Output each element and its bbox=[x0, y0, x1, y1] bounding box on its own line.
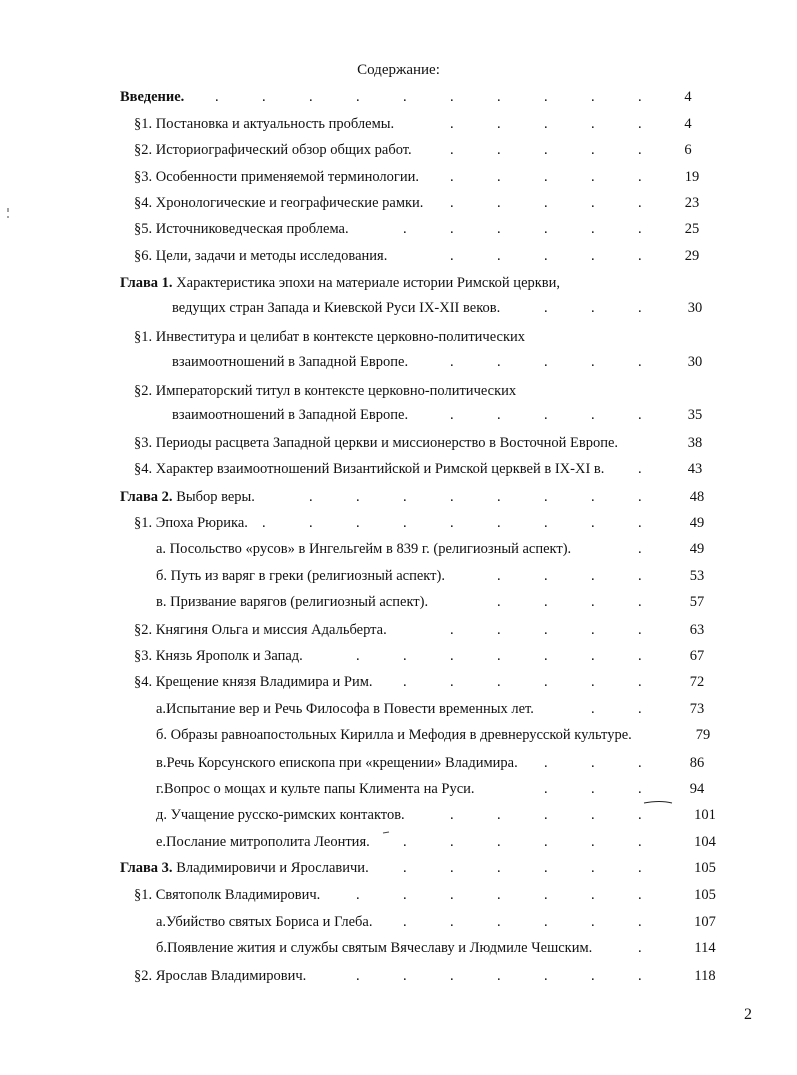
leader-dot: . bbox=[544, 354, 548, 370]
entry-text: е.Послание митрополита Леонтия. bbox=[156, 834, 370, 850]
leader-dot: . bbox=[450, 489, 454, 505]
leader-dot: . bbox=[403, 860, 407, 876]
leader-dot: . bbox=[497, 515, 501, 531]
leader-dot: . bbox=[450, 807, 454, 823]
leader-dot: . bbox=[497, 887, 501, 903]
leader-dot: . bbox=[638, 354, 642, 370]
chapter-label: Глава 3. bbox=[120, 860, 173, 876]
leader-dot: . bbox=[544, 968, 548, 984]
toc-entry bbox=[0, 245, 797, 267]
entry-text: §1. Святополк Владимирович. bbox=[134, 887, 321, 903]
entry-text: а. Посольство «русов» в Ингельгейм в 839 г. (религиозный аспект). bbox=[156, 541, 572, 557]
toc-entry bbox=[0, 166, 797, 188]
toc-entry bbox=[0, 698, 797, 720]
leader-dot: . bbox=[450, 968, 454, 984]
leader-dot: . bbox=[638, 887, 642, 903]
toc-page-number: 105 bbox=[694, 860, 716, 876]
entry-text: в. Призвание варягов (религиозный аспект). bbox=[156, 594, 429, 610]
leader-dot: . bbox=[638, 807, 642, 823]
toc-entry-title bbox=[120, 857, 369, 879]
toc-entry-title bbox=[172, 351, 408, 373]
entry-text: б. Путь из варяг в греки (религиозный аспект). bbox=[156, 568, 445, 584]
page-number: 2 bbox=[744, 1006, 752, 1023]
toc-entry-title bbox=[134, 965, 306, 987]
toc-entry-title bbox=[134, 432, 618, 454]
toc-entry bbox=[0, 297, 797, 319]
leader-dot: . bbox=[403, 914, 407, 930]
toc-entry-title bbox=[172, 404, 408, 426]
entry-text: §2. Историографический обзор общих работ. bbox=[134, 142, 412, 158]
leader-dot: . bbox=[544, 594, 548, 610]
leader-dot: . bbox=[638, 674, 642, 690]
toc-entry-title bbox=[134, 113, 394, 135]
leader-dot: . bbox=[497, 674, 501, 690]
leader-dot: . bbox=[309, 489, 313, 505]
toc-entry-title bbox=[156, 565, 445, 587]
toc-entry-title bbox=[134, 245, 387, 267]
leader-dot: . bbox=[544, 89, 548, 105]
leader-dot: . bbox=[591, 489, 595, 505]
leader-dot: . bbox=[450, 116, 454, 132]
leader-dot: . bbox=[638, 515, 642, 531]
leader-dot: . bbox=[591, 568, 595, 584]
leader-dot: . bbox=[450, 407, 454, 423]
entry-text: а.Испытание вер и Речь Философа в Повести временных лет. bbox=[156, 701, 534, 717]
entry-text: а.Убийство святых Бориса и Глеба. bbox=[156, 914, 373, 930]
entry-text: §4. Характер взаимоотношений Византийской и Римской церквей в IX-XI в. bbox=[134, 461, 605, 477]
toc-page-number: 101 bbox=[694, 807, 716, 823]
toc-entry bbox=[0, 512, 797, 534]
leader-dot: . bbox=[262, 515, 266, 531]
leader-dot: . bbox=[591, 195, 595, 211]
leader-dot: . bbox=[544, 914, 548, 930]
toc-entry bbox=[0, 857, 797, 879]
leader-dot: . bbox=[497, 248, 501, 264]
toc-page-number: 72 bbox=[689, 674, 705, 690]
leader-dot: . bbox=[638, 489, 642, 505]
toc-entry bbox=[0, 458, 797, 480]
toc-page-number: 107 bbox=[694, 914, 716, 930]
leader-dot: . bbox=[591, 354, 595, 370]
toc-page-number: 30 bbox=[687, 354, 703, 370]
leader-dot: . bbox=[591, 622, 595, 638]
toc-entry bbox=[0, 380, 797, 402]
toc-entry-title bbox=[134, 884, 320, 906]
leader-dot: . bbox=[638, 248, 642, 264]
leader-dot: . bbox=[638, 169, 642, 185]
toc-entry bbox=[0, 272, 797, 294]
entry-text: г.Вопрос о мощах и культе папы Климента на Руси. bbox=[156, 781, 475, 797]
leader-dot: . bbox=[450, 674, 454, 690]
leader-dot: . bbox=[497, 914, 501, 930]
entry-text: б. Образы равноапостольных Кирилла и Мефодия в древнерусской культуре. bbox=[156, 727, 632, 743]
toc-page-number: 4 bbox=[684, 116, 692, 132]
leader-dot: . bbox=[591, 807, 595, 823]
chapter-label: Глава 1. bbox=[120, 275, 173, 291]
entry-text: §1. Эпоха Рюрика. bbox=[134, 515, 248, 531]
leader-dot: . bbox=[638, 648, 642, 664]
leader-dot: . bbox=[450, 887, 454, 903]
toc-page-number: 57 bbox=[689, 594, 705, 610]
leader-dot: . bbox=[497, 195, 501, 211]
toc-entry-title bbox=[156, 538, 571, 560]
leader-dot: . bbox=[403, 887, 407, 903]
toc-entry-title bbox=[156, 911, 372, 933]
toc-entry bbox=[0, 937, 797, 959]
toc-entry bbox=[0, 86, 797, 108]
toc-entry bbox=[0, 404, 797, 426]
leader-dot: . bbox=[450, 354, 454, 370]
leader-dot: . bbox=[450, 195, 454, 211]
toc-entry-title bbox=[134, 218, 349, 240]
page-title: Содержание: bbox=[357, 62, 440, 78]
leader-dot: . bbox=[450, 860, 454, 876]
leader-dot: . bbox=[356, 515, 360, 531]
entry-text: ведущих стран Запада и Киевской Руси IX-XII веков. bbox=[172, 300, 501, 316]
toc-page-number: 79 bbox=[695, 727, 711, 743]
entry-text: взаимоотношений в Западной Европе. bbox=[172, 354, 409, 370]
toc-entry-title bbox=[156, 698, 534, 720]
leader-dot: . bbox=[638, 89, 642, 105]
leader-dot: . bbox=[309, 515, 313, 531]
toc-entry bbox=[0, 804, 797, 826]
underline-mark bbox=[644, 802, 672, 804]
entry-text: Характеристика эпохи на материале истории Римской церкви, bbox=[172, 275, 561, 291]
leader-dot: . bbox=[544, 407, 548, 423]
leader-dot: . bbox=[544, 300, 548, 316]
toc-page-number: 30 bbox=[687, 300, 703, 316]
toc-entry-title bbox=[134, 192, 423, 214]
entry-text: §4. Крещение князя Владимира и Рим. bbox=[134, 674, 373, 690]
chapter-label: Введение. bbox=[120, 89, 185, 105]
entry-text: б.Появление жития и службы святым Вячеславу и Людмиле Чешским. bbox=[156, 940, 593, 956]
toc-page-number: 53 bbox=[689, 568, 705, 584]
toc-page-number: 48 bbox=[689, 489, 705, 505]
leader-dot: . bbox=[591, 834, 595, 850]
entry-text: §2. Ярослав Владимирович. bbox=[134, 968, 307, 984]
toc-page-number: 94 bbox=[689, 781, 705, 797]
toc-page-number: 63 bbox=[689, 622, 705, 638]
toc-entry-title bbox=[120, 272, 560, 294]
toc-page-number: 25 bbox=[684, 221, 700, 237]
leader-dot: . bbox=[497, 354, 501, 370]
toc-page-number: 86 bbox=[689, 755, 705, 771]
entry-text: §3. Князь Ярополк и Запад. bbox=[134, 648, 303, 664]
leader-dot: . bbox=[544, 648, 548, 664]
toc-page-number: 38 bbox=[687, 435, 703, 451]
toc-entry bbox=[0, 565, 797, 587]
leader-dot: . bbox=[638, 116, 642, 132]
leader-dot: . bbox=[497, 221, 501, 237]
leader-dot: . bbox=[638, 541, 642, 557]
leader-dot: . bbox=[544, 887, 548, 903]
leader-dot: . bbox=[544, 248, 548, 264]
toc-page-number: 118 bbox=[694, 968, 716, 984]
entry-text: Владимировичи и Ярославичи. bbox=[172, 860, 369, 876]
leader-dot: . bbox=[497, 568, 501, 584]
toc-page-number: 35 bbox=[687, 407, 703, 423]
leader-dot: . bbox=[638, 834, 642, 850]
toc-entry-title bbox=[134, 326, 525, 348]
leader-dot: . bbox=[591, 781, 595, 797]
leader-dot: . bbox=[544, 568, 548, 584]
leader-dot: . bbox=[591, 248, 595, 264]
entry-text: §1. Постановка и актуальность проблемы. bbox=[134, 116, 395, 132]
leader-dot: . bbox=[497, 807, 501, 823]
leader-dot: . bbox=[638, 195, 642, 211]
toc-entry bbox=[0, 671, 797, 693]
leader-dot: . bbox=[638, 781, 642, 797]
toc-page-number: 4 bbox=[684, 89, 692, 105]
leader-dot: . bbox=[544, 142, 548, 158]
entry-text: §2. Княгиня Ольга и миссия Адальберта. bbox=[134, 622, 387, 638]
entry-text: §5. Источниковедческая проблема. bbox=[134, 221, 349, 237]
leader-dot: . bbox=[497, 860, 501, 876]
toc-page-number: 49 bbox=[689, 515, 705, 531]
leader-dot: . bbox=[591, 860, 595, 876]
leader-dot: . bbox=[591, 89, 595, 105]
leader-dot: . bbox=[403, 968, 407, 984]
toc-entry-title bbox=[134, 645, 303, 667]
leader-dot: . bbox=[544, 221, 548, 237]
entry-text: §2. Императорский титул в контексте церковно-политических bbox=[134, 383, 517, 399]
leader-dot: . bbox=[544, 169, 548, 185]
leader-dot: . bbox=[497, 834, 501, 850]
toc-entry bbox=[0, 326, 797, 348]
toc-entry bbox=[0, 486, 797, 508]
toc-entry bbox=[0, 911, 797, 933]
leader-dot: . bbox=[591, 887, 595, 903]
leader-dot: . bbox=[544, 755, 548, 771]
leader-dot: . bbox=[450, 221, 454, 237]
leader-dot: . bbox=[591, 515, 595, 531]
toc-page-number: 114 bbox=[694, 940, 716, 956]
toc-entry-title bbox=[156, 778, 475, 800]
toc-entry-title bbox=[120, 86, 184, 108]
toc-entry-title bbox=[156, 591, 428, 613]
leader-dot: . bbox=[638, 622, 642, 638]
entry-text: взаимоотношений в Западной Европе. bbox=[172, 407, 409, 423]
toc-entry bbox=[0, 724, 797, 746]
toc-page-number: 29 bbox=[684, 248, 700, 264]
leader-dot: . bbox=[544, 807, 548, 823]
leader-dot: . bbox=[638, 594, 642, 610]
leader-dot: . bbox=[497, 489, 501, 505]
entry-text: §6. Цели, задачи и методы исследования. bbox=[134, 248, 388, 264]
leader-dot: . bbox=[544, 860, 548, 876]
toc-page-number: 43 bbox=[687, 461, 703, 477]
leader-dot: . bbox=[215, 89, 219, 105]
toc-entry bbox=[0, 139, 797, 161]
leader-dot: . bbox=[591, 221, 595, 237]
toc-entry bbox=[0, 218, 797, 240]
leader-dot: . bbox=[638, 701, 642, 717]
leader-dot: . bbox=[638, 860, 642, 876]
toc-entry bbox=[0, 538, 797, 560]
toc-entry bbox=[0, 965, 797, 987]
toc-entry-title bbox=[134, 619, 387, 641]
leader-dot: . bbox=[497, 169, 501, 185]
leader-dot: . bbox=[638, 461, 642, 477]
toc-page-number: 49 bbox=[689, 541, 705, 557]
toc-entry bbox=[0, 432, 797, 454]
toc-entry-title bbox=[156, 804, 405, 826]
toc-entry-title bbox=[134, 671, 373, 693]
leader-dot: . bbox=[450, 834, 454, 850]
leader-dot: . bbox=[356, 887, 360, 903]
leader-dot: . bbox=[591, 300, 595, 316]
toc-entry bbox=[0, 645, 797, 667]
entry-text: в.Речь Корсунского епископа при «крещении» Владимира. bbox=[156, 755, 518, 771]
toc-entry-title bbox=[134, 458, 604, 480]
leader-dot: . bbox=[403, 221, 407, 237]
toc-page-number: 105 bbox=[694, 887, 716, 903]
leader-dot: . bbox=[450, 169, 454, 185]
toc-entry-title bbox=[134, 380, 516, 402]
leader-dot: . bbox=[450, 914, 454, 930]
leader-dot: . bbox=[403, 834, 407, 850]
leader-dot: . bbox=[591, 169, 595, 185]
toc-entry-title bbox=[156, 724, 632, 746]
leader-dot: . bbox=[497, 622, 501, 638]
toc-entry-title bbox=[134, 139, 412, 161]
leader-dot: . bbox=[591, 407, 595, 423]
leader-dot: . bbox=[450, 622, 454, 638]
leader-dot: . bbox=[544, 116, 548, 132]
entry-text: Выбор веры. bbox=[172, 489, 255, 505]
leader-dot: . bbox=[591, 968, 595, 984]
leader-dot: . bbox=[497, 594, 501, 610]
leader-dot: . bbox=[403, 515, 407, 531]
leader-dot: . bbox=[309, 89, 313, 105]
leader-dot: . bbox=[591, 648, 595, 664]
toc-entry-title bbox=[156, 752, 518, 774]
leader-dot: . bbox=[497, 648, 501, 664]
leader-dot: . bbox=[591, 701, 595, 717]
entry-text: §3. Особенности применяемой терминологии. bbox=[134, 169, 420, 185]
toc-entry-title bbox=[156, 937, 592, 959]
leader-dot: . bbox=[544, 195, 548, 211]
toc-entry-title bbox=[172, 297, 500, 319]
leader-dot: . bbox=[403, 89, 407, 105]
leader-dot: . bbox=[403, 674, 407, 690]
leader-dot: . bbox=[356, 968, 360, 984]
leader-dot: . bbox=[591, 116, 595, 132]
leader-dot: . bbox=[497, 89, 501, 105]
entry-text: §1. Инвеститура и целибат в контексте церковно-политических bbox=[134, 329, 526, 345]
toc-entry bbox=[0, 192, 797, 214]
toc-entry-title bbox=[120, 486, 255, 508]
leader-dot: . bbox=[403, 648, 407, 664]
toc-entry bbox=[0, 619, 797, 641]
leader-dot: . bbox=[638, 407, 642, 423]
leader-dot: . bbox=[450, 142, 454, 158]
toc-page-number: 73 bbox=[689, 701, 705, 717]
leader-dot: . bbox=[638, 914, 642, 930]
leader-dot: . bbox=[544, 489, 548, 505]
leader-dot: . bbox=[638, 221, 642, 237]
leader-dot: . bbox=[403, 489, 407, 505]
leader-dot: . bbox=[356, 89, 360, 105]
leader-dot: . bbox=[544, 515, 548, 531]
leader-dot: . bbox=[638, 755, 642, 771]
leader-dot: . bbox=[497, 142, 501, 158]
leader-dot: . bbox=[544, 622, 548, 638]
leader-dot: . bbox=[638, 568, 642, 584]
entry-text: §3. Периоды расцвета Западной церкви и миссионерство в Восточной Европе. bbox=[134, 435, 619, 451]
toc-page-number: 104 bbox=[694, 834, 716, 850]
leader-dot: . bbox=[450, 89, 454, 105]
leader-dot: . bbox=[591, 914, 595, 930]
leader-dot: . bbox=[497, 968, 501, 984]
toc-entry bbox=[0, 752, 797, 774]
toc-entry bbox=[0, 884, 797, 906]
toc-page-number: 19 bbox=[684, 169, 700, 185]
leader-dot: . bbox=[638, 300, 642, 316]
leader-dot: . bbox=[591, 142, 595, 158]
toc-entry-title bbox=[134, 512, 248, 534]
toc-entry bbox=[0, 113, 797, 135]
leader-dot: . bbox=[262, 89, 266, 105]
toc-page-number: 6 bbox=[684, 142, 692, 158]
entry-text: §4. Хронологические и географические рамки. bbox=[134, 195, 424, 211]
leader-dot: . bbox=[638, 940, 642, 956]
leader-dot: . bbox=[356, 648, 360, 664]
leader-dot: . bbox=[450, 248, 454, 264]
leader-dot: . bbox=[544, 674, 548, 690]
leader-dot: . bbox=[450, 515, 454, 531]
leader-dot: . bbox=[591, 755, 595, 771]
leader-dot: . bbox=[497, 407, 501, 423]
toc-entry bbox=[0, 351, 797, 373]
toc-entry-title bbox=[134, 166, 419, 188]
toc-page-number: 23 bbox=[684, 195, 700, 211]
leader-dot: . bbox=[591, 594, 595, 610]
leader-dot: . bbox=[544, 834, 548, 850]
toc-entry bbox=[0, 591, 797, 613]
toc-entry-title bbox=[156, 831, 370, 853]
leader-dot: . bbox=[544, 781, 548, 797]
toc-page-number: 67 bbox=[689, 648, 705, 664]
leader-dot: . bbox=[638, 968, 642, 984]
chapter-label: Глава 2. bbox=[120, 489, 173, 505]
toc-entry bbox=[0, 778, 797, 800]
leader-dot: . bbox=[591, 674, 595, 690]
leader-dot: . bbox=[638, 142, 642, 158]
leader-dot: . bbox=[497, 116, 501, 132]
leader-dot: . bbox=[356, 489, 360, 505]
toc-entry bbox=[0, 831, 797, 853]
entry-text: д. Учащение русско-римских контактов. bbox=[156, 807, 405, 823]
leader-dot: . bbox=[450, 648, 454, 664]
